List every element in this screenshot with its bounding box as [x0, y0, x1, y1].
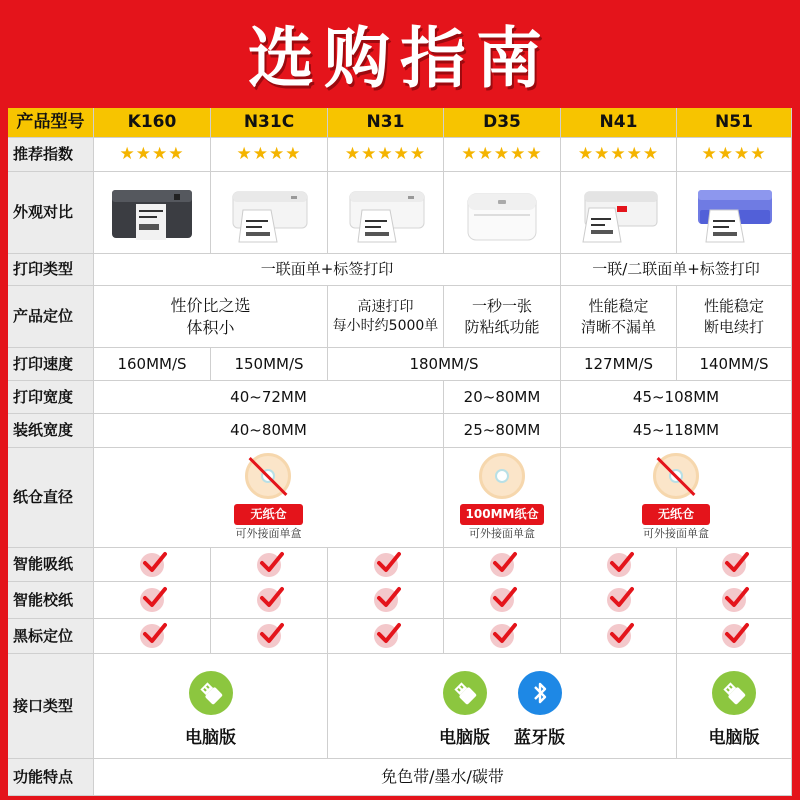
check-icon — [490, 624, 514, 648]
check-icon — [490, 553, 514, 577]
row-label-features: 功能特点 — [8, 759, 94, 796]
printer-n51-image — [686, 180, 782, 246]
rating-stars-n31: ★★★★★ — [328, 138, 444, 172]
printer-n31-image — [338, 180, 434, 246]
row-label-black-mark: 黑标定位 — [8, 619, 94, 654]
paper-width-a: 40~80MM — [94, 414, 444, 448]
row-label-auto-feed: 智能吸纸 — [8, 548, 94, 582]
row-label-positioning: 产品定位 — [8, 286, 94, 348]
paper-width-c: 45~118MM — [561, 414, 792, 448]
comparison-table — [8, 108, 792, 796]
auto-calibrate-n41 — [561, 582, 677, 619]
roll-sub-c: 可外接面单盒 — [642, 526, 709, 540]
row-label-roll-diameter: 纸仓直径 — [8, 448, 94, 548]
auto-feed-n31c — [211, 548, 328, 582]
roll-sub-a: 可外接面单盒 — [235, 526, 302, 540]
black-mark-d35 — [444, 619, 561, 654]
product-image-n41 — [561, 172, 677, 254]
auto-feed-k160 — [94, 548, 211, 582]
positioning-n31: 高速打印 每小时约5000单 — [328, 286, 444, 348]
print-width-b: 20~80MM — [444, 381, 561, 414]
check-icon — [374, 588, 398, 612]
positioning-n41: 性能稳定 清晰不漏单 — [561, 286, 677, 348]
check-icon — [490, 588, 514, 612]
rating-stars-k160: ★★★★ — [94, 138, 211, 172]
check-icon — [722, 624, 746, 648]
bluetooth-icon — [518, 671, 562, 715]
print-width-a: 40~72MM — [94, 381, 444, 414]
no-paper-bin-icon — [245, 453, 291, 499]
roll-diameter-a — [94, 448, 444, 548]
roll-badge-c: 无纸仓 — [642, 504, 710, 524]
check-icon — [607, 588, 631, 612]
roll-badge-a: 无纸仓 — [234, 504, 302, 524]
printer-n31c-image — [221, 180, 317, 246]
auto-calibrate-n51 — [677, 582, 792, 619]
model-k160: K160 — [94, 108, 211, 138]
interface-n31-d35-n41 — [328, 654, 677, 759]
black-mark-n51 — [677, 619, 792, 654]
interface-n51 — [677, 654, 792, 759]
interface-k160-n31c — [94, 654, 328, 759]
speed-n41: 127MM/S — [561, 348, 677, 381]
print-type-group-a: 一联面单+标签打印 — [94, 254, 561, 286]
no-paper-bin-icon — [653, 453, 699, 499]
speed-n31c: 150MM/S — [211, 348, 328, 381]
interface-pc-label: 电脑版 — [439, 728, 490, 749]
printer-k160-image — [104, 180, 200, 246]
rating-stars-n51: ★★★★ — [677, 138, 792, 172]
check-icon — [140, 624, 164, 648]
auto-calibrate-d35 — [444, 582, 561, 619]
print-width-c: 45~108MM — [561, 381, 792, 414]
product-image-k160 — [94, 172, 211, 254]
row-label-print-width: 打印宽度 — [8, 381, 94, 414]
positioning-k160-n31c: 性价比之选 体积小 — [94, 286, 328, 348]
check-icon — [140, 588, 164, 612]
black-mark-n31c — [211, 619, 328, 654]
speed-n51: 140MM/S — [677, 348, 792, 381]
features-value: 免色带/墨水/碳带 — [94, 759, 792, 796]
auto-feed-n51 — [677, 548, 792, 582]
check-icon — [257, 553, 281, 577]
usb-icon — [443, 671, 487, 715]
black-mark-k160 — [94, 619, 211, 654]
printer-n41-image — [571, 180, 667, 246]
printer-d35-image — [454, 180, 550, 246]
check-icon — [722, 588, 746, 612]
paper-roll-icon — [479, 453, 525, 499]
page-title: 选购指南 — [248, 19, 552, 97]
speed-k160: 160MM/S — [94, 348, 211, 381]
auto-calibrate-k160 — [94, 582, 211, 619]
product-image-n51 — [677, 172, 792, 254]
check-icon — [374, 553, 398, 577]
check-icon — [374, 624, 398, 648]
model-n41: N41 — [561, 108, 677, 138]
interface-pc-label: 电脑版 — [185, 728, 236, 749]
interface-pc-label: 电脑版 — [708, 728, 760, 749]
row-label-appearance: 外观对比 — [8, 172, 94, 254]
row-label-interface: 接口类型 — [8, 654, 94, 759]
row-label-rating: 推荐指数 — [8, 138, 94, 172]
print-type-group-b: 一联/二联面单+标签打印 — [561, 254, 792, 286]
interface-bt-label: 蓝牙版 — [514, 728, 565, 749]
roll-sub-b: 可外接面单盒 — [469, 526, 535, 540]
product-image-n31c — [211, 172, 328, 254]
row-label-paper-width: 装纸宽度 — [8, 414, 94, 448]
rating-stars-n41: ★★★★★ — [561, 138, 677, 172]
check-icon — [607, 553, 631, 577]
page-title-banner — [0, 0, 800, 104]
auto-feed-d35 — [444, 548, 561, 582]
check-icon — [257, 588, 281, 612]
positioning-n51: 性能稳定 断电续打 — [677, 286, 792, 348]
row-label-print-type: 打印类型 — [8, 254, 94, 286]
roll-diameter-b — [444, 448, 561, 548]
model-n51: N51 — [677, 108, 792, 138]
model-n31: N31 — [328, 108, 444, 138]
model-n31c: N31C — [211, 108, 328, 138]
check-icon — [257, 624, 281, 648]
product-image-n31 — [328, 172, 444, 254]
auto-feed-n41 — [561, 548, 677, 582]
roll-badge-b: 100MM纸仓 — [460, 504, 545, 524]
speed-n31-d35: 180MM/S — [328, 348, 561, 381]
product-image-d35 — [444, 172, 561, 254]
auto-calibrate-n31c — [211, 582, 328, 619]
row-label-speed: 打印速度 — [8, 348, 94, 381]
auto-feed-n31 — [328, 548, 444, 582]
black-mark-n31 — [328, 619, 444, 654]
model-d35: D35 — [444, 108, 561, 138]
usb-icon — [712, 671, 756, 715]
usb-icon — [189, 671, 233, 715]
check-icon — [722, 553, 746, 577]
black-mark-n41 — [561, 619, 677, 654]
auto-calibrate-n31 — [328, 582, 444, 619]
positioning-d35: 一秒一张 防粘纸功能 — [444, 286, 561, 348]
rating-stars-d35: ★★★★★ — [444, 138, 561, 172]
header-label: 产品型号 — [8, 108, 94, 138]
row-label-auto-calibrate: 智能校纸 — [8, 582, 94, 619]
rating-stars-n31c: ★★★★ — [211, 138, 328, 172]
check-icon — [140, 553, 164, 577]
roll-diameter-c — [561, 448, 792, 548]
check-icon — [607, 624, 631, 648]
paper-width-b: 25~80MM — [444, 414, 561, 448]
